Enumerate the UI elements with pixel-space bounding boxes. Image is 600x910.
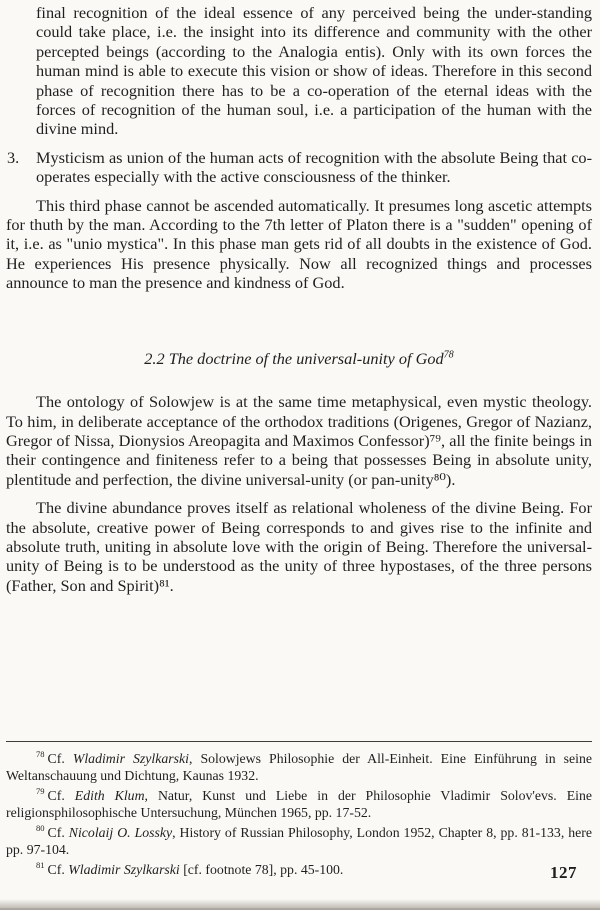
footnote-79-text: , Natur, Kunst und Liebe in der Philosophie Vladimir Solov'evs. Eine religionsphilosophische Untersuchung, München 1965, pp. 17-52.	[6, 788, 592, 820]
footnote-79-number: 79	[36, 786, 45, 797]
footnote-79-prefix: Cf.	[47, 788, 75, 803]
footnote-80	[6, 825, 592, 858]
paragraph-list2-continuation: final recognition of the ideal essence of any perceived being the under-standing could take place, i.e. the insight into its difference and community with the other percepted beings (according to the Analogia entis). Only with its own forces the human mind is able to execute this vision or show of ideas. Therefore in this second phase of recognition there has to be a co-operation of the eternal ideas with the forces of recognition of the human soul, i.e. a participation of the human with the divine mind.	[36, 3, 592, 139]
paragraph-ontology: The ontology of Solowjew is at the same time metaphysical, even mystic theology. To him, in deliberate acceptance of the orthodox traditions (Origenes, Gregor of Nazianz, Gregor of Nissa, Dionysios Areopagita and Maximos Confessor)⁷⁹, all the finite beings in their contingence and finiteness refer to a being that possesses Being in absolute unity, plentitude and perfection, the divine universal-unity (or pan-unity⁸⁰).	[6, 392, 592, 489]
section-heading	[6, 349, 592, 368]
footnote-78-prefix: Cf.	[47, 751, 73, 766]
footnote-81-text: [cf. footnote 78], pp. 45-100.	[179, 862, 344, 877]
footnote-81	[6, 862, 592, 879]
footnote-79-author: Edith Klum	[74, 788, 145, 803]
footnote-78-number: 78	[36, 749, 45, 760]
list-item-3-text: Mysticism as union of the human acts of recognition with the absolute Being that co-operates especially with the active consciousness of the thinker.	[36, 147, 592, 187]
footnote-80-number: 80	[36, 823, 45, 834]
page-number: 127	[550, 863, 577, 882]
footnote-78	[6, 751, 592, 784]
footnote-81-number: 81	[36, 860, 45, 871]
paragraph-abundance: The divine abundance proves itself as relational wholeness of the divine Being. For the absolute, creative power of Being corresponds to and gives rise to the infinite and absolute truth, uniting in absolute love with the origin of Being. Therefore the universal-unity of Being is to be understood as the unity of three hypostases, of the three persons (Father, Son and Spirit)⁸¹.	[6, 498, 592, 595]
footnote-80-prefix: Cf.	[47, 825, 69, 840]
paragraph-third-phase: This third phase cannot be ascended automatically. It presumes long ascetic attempts for thuth by the man. According to the 7th letter of Platon there is a "sudden" opening of it, i.e. as "unio mystica". In this phase man gets rid of all doubts in the existence of God. He experiences His presence physically. Now all recognized things and processes announce to man the presence and kindness of God.	[6, 195, 592, 293]
list-item-3	[7, 147, 592, 187]
footnote-81-author: Wladimir Szylkarski	[68, 862, 180, 877]
section-heading-footnote-ref: 78	[443, 349, 454, 361]
footnote-separator	[6, 741, 592, 742]
footnotes-section	[6, 741, 592, 883]
section-heading-text: 2.2 The doctrine of the universal-unity of God	[144, 348, 444, 368]
footnote-78-author: Wladimir Szylkarski	[72, 751, 189, 766]
scan-edge-shadow	[0, 899, 600, 910]
list-item-3-marker: 3.	[7, 147, 20, 167]
page-content	[6, 3, 592, 595]
footnote-80-author: Nicolaij O. Lossky	[68, 825, 173, 840]
footnote-79	[6, 788, 592, 821]
footnote-78-text: , Solowjews Philosophie der All-Einheit. Eine Einführung in seine Weltanschauung und Dichtung, Kaunas 1932.	[6, 751, 593, 783]
footnote-80-text: , History of Russian Philosophy, London 1952, Chapter 8, pp. 81-133, here pp. 97-104.	[6, 825, 592, 857]
footnote-81-prefix: Cf.	[47, 862, 69, 877]
